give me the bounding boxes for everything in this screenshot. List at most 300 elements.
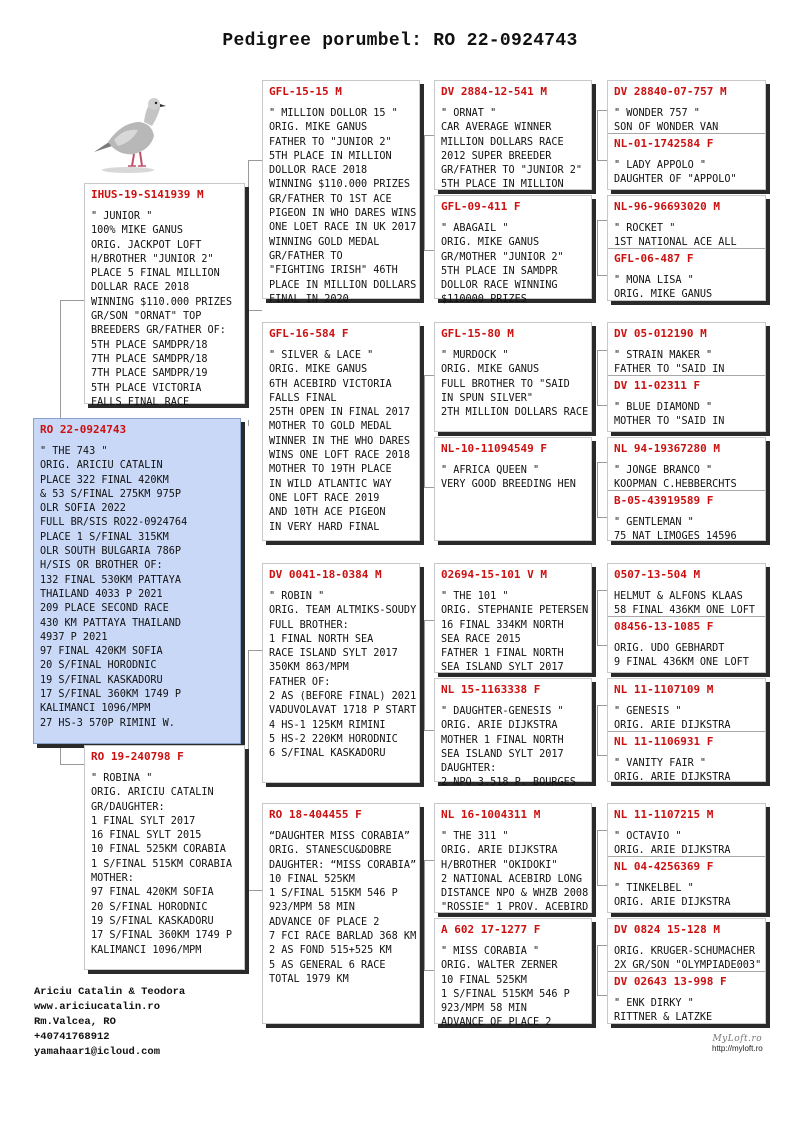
pedigree-card-sd: [262, 322, 420, 541]
note-line: " BLUE DIAMOND ": [614, 402, 713, 413]
note-line: GR/FATHER TO 1ST ACE: [269, 193, 392, 205]
note-line: 1ST NATIONAL ACE ALL: [614, 237, 737, 249]
note-line: DOLLOR RACE 2018: [269, 165, 368, 177]
note-line: 100% MIKE GANUS: [91, 225, 184, 237]
ring-number: DV 0824 15-128 M: [614, 923, 720, 936]
note-line: 97 FINAL 420KM SOFIA: [40, 646, 163, 658]
breeder-website[interactable]: www.ariciucatalin.ro: [34, 1001, 161, 1013]
note-line: 1 FINAL NORTH SEA: [269, 633, 374, 645]
pedigree-card-g9: [614, 568, 761, 619]
pigeon-notes: [269, 590, 417, 762]
note-line: " JONGE BRANCO ": [614, 465, 713, 476]
note-line: KOOPMAN C.HEBBERCHTS: [614, 479, 737, 491]
note-line: WINNING GOLD MEDAL: [269, 236, 380, 248]
note-line: 1 S/FINAL 515KM CORABIA: [91, 858, 233, 870]
ring-number: 08456-13-1085 F: [614, 620, 714, 633]
note-line: 2 NPO 3.518 P. BOURGES: [441, 777, 576, 789]
note-line: IN VERY HARD FINAL: [269, 521, 380, 533]
main-pigeon-card: [33, 418, 241, 744]
note-line: 132 FINAL 530KM PATTAYA: [40, 574, 182, 586]
note-line: 16 FINAL SYLT 2015: [91, 830, 202, 842]
note-line: 4 HS-1 125KM RIMINI: [269, 719, 386, 731]
pedigree-card-dds: [434, 803, 592, 913]
tree-connector: [597, 705, 607, 706]
card-divider: [608, 971, 765, 972]
note-line: RACE ISLAND SYLT 2017: [269, 648, 398, 660]
note-line: " MONA LISA ": [614, 275, 694, 286]
tree-connector: [248, 160, 249, 310]
note-line: " GENTLEMAN ": [614, 517, 694, 528]
pigeon-notes: [614, 997, 761, 1026]
note-line: 25TH OPEN IN FINAL 2017: [269, 407, 411, 419]
note-line: HELMUT & ALFONS KLAAS: [614, 591, 743, 602]
note-line: " ENK DIRKY ": [614, 998, 694, 1009]
note-line: 58 FINAL 436KM ONE LOFT: [614, 605, 756, 617]
pedigree-card-pair: [607, 563, 766, 673]
pedigree-card-g5: [614, 327, 761, 378]
note-line: "ROSSIE" 1 PROV. ACEBIRD: [441, 902, 589, 914]
pigeon-notes: [614, 222, 761, 251]
ring-number: NL 04-4256369 F: [614, 860, 714, 873]
note-line: ORIG. ARIE DIJKSTRA: [614, 897, 731, 909]
note-line: OLR SOUTH BULGARIA 786P: [40, 546, 182, 558]
note-line: PLACE 5 FINAL MILLION: [91, 268, 220, 280]
ring-number: GFL-06-487 F: [614, 252, 694, 265]
note-line: TOTAL 1979 KM: [269, 973, 349, 985]
ring-number: GFL-15-80 M: [441, 327, 514, 340]
note-line: FULL BROTHER TO "SAID: [441, 378, 570, 390]
tree-connector: [424, 250, 434, 251]
note-line: DOLLAR RACE 2018: [91, 282, 190, 294]
pigeon-notes: [269, 107, 417, 307]
ring-number: NL 94-19367280 M: [614, 442, 720, 455]
note-line: 10 FINAL 525KM: [269, 873, 355, 885]
card-divider: [608, 248, 765, 249]
note-line: 5TH PLACE IN MILLION: [441, 179, 564, 191]
note-line: GR/DAUGHTER:: [91, 801, 165, 813]
pedigree-card-g4: [614, 252, 761, 303]
note-line: 2TH MILLION DOLLARS RACE: [441, 407, 589, 419]
pedigree-card-g6: [614, 379, 761, 430]
pedigree-card-pair: [607, 322, 766, 432]
note-line: CAR AVERAGE WINNER: [441, 122, 552, 134]
note-line: 19 S/FINAL KASKADORU: [40, 674, 163, 686]
note-line: ORIG. ARIE DIJKSTRA: [441, 720, 558, 732]
tree-connector: [424, 375, 434, 376]
tree-connector: [597, 405, 607, 406]
note-line: FATHER TO "JUNIOR 2": [269, 136, 392, 148]
note-line: " ABAGAIL ": [441, 223, 509, 234]
tree-connector: [597, 462, 598, 517]
ring-number: NL-10-11094549 F: [441, 442, 547, 455]
pigeon-notes: [441, 107, 585, 193]
tree-connector: [597, 830, 607, 831]
note-line: KALIMANCI 1096/MPM: [40, 703, 151, 715]
note-line: 4937 P 2021: [40, 631, 108, 643]
pedigree-card-ssd: [434, 195, 592, 306]
note-line: DAUGHTER:: [441, 763, 497, 775]
tree-connector: [248, 650, 249, 890]
note-line: " WONDER 757 ": [614, 108, 700, 119]
note-line: ORIG. STEPHANIE PETERSEN: [441, 605, 589, 617]
tree-connector: [424, 135, 425, 250]
tree-connector: [597, 705, 598, 755]
note-line: ORIG. JACKPOT LOFT: [91, 239, 202, 251]
note-line: $110000 PRIZES: [441, 294, 527, 306]
pedigree-card-sds: [434, 322, 592, 432]
note-line: 1 S/FINAL 515KM 546 P: [269, 888, 398, 900]
tree-connector: [597, 995, 607, 996]
note-line: MOTHER TO GOLD MEDAL: [269, 421, 392, 433]
breeder-name: Ariciu Catalin & Teodora: [34, 986, 186, 998]
pedigree-card-sire: [84, 183, 245, 408]
ring-number: DV 02643 13-998 F: [614, 975, 727, 988]
note-line: GR/SON "ORNAT" TOP: [91, 311, 202, 323]
note-line: SEA ISLAND SYLT 2017: [441, 662, 564, 674]
note-line: RITTNER & LATZKE: [614, 1012, 713, 1024]
pigeon-notes: [441, 349, 589, 420]
pedigree-card-g8: [614, 494, 761, 545]
pigeon-notes: [614, 464, 761, 493]
pigeon-notes: [614, 642, 761, 671]
note-line: H/BROTHER "JUNIOR 2": [91, 253, 214, 265]
tree-connector: [60, 744, 61, 764]
pigeon-notes: [441, 464, 585, 493]
tree-connector: [597, 590, 598, 645]
ring-number: NL 11-1106931 F: [614, 735, 714, 748]
note-line: " MISS CORABIA ": [441, 946, 540, 957]
ring-number: RO 22-0924743: [40, 423, 127, 436]
note-line: 9 FINAL 436KM ONE LOFT: [614, 657, 749, 669]
note-line: 209 PLACE SECOND RACE: [40, 603, 169, 615]
tree-connector: [597, 110, 607, 111]
ring-number: RO 18-404455 F: [269, 808, 362, 821]
note-line: FINAL IN 2020: [269, 293, 349, 305]
note-line: KALIMANCI 1096/MPM: [91, 944, 202, 956]
note-line: DAUGHTER: “MISS CORABIA”: [269, 859, 417, 871]
note-line: FULL BR/SIS RO22-0924764: [40, 517, 188, 529]
pedigree-card-g2: [614, 137, 761, 188]
note-line: "FIGHTING IRISH" 46TH: [269, 265, 398, 277]
tree-connector: [597, 220, 598, 275]
ring-number: 0507-13-504 M: [614, 568, 701, 581]
ring-number: DV 11-02311 F: [614, 379, 701, 392]
pedigree-card-pair: [607, 437, 766, 541]
pigeon-notes: [614, 274, 761, 303]
pigeon-notes: [441, 945, 585, 1031]
note-line: 350KM 863/MPM: [269, 662, 349, 674]
note-line: ORIG. ARIE DIJKSTRA: [614, 845, 731, 857]
tree-connector: [597, 590, 607, 591]
tree-connector: [248, 890, 262, 891]
pigeon-notes: [441, 705, 585, 791]
note-line: ONE LOFT RACE 2019: [269, 492, 380, 504]
note-line: PLACE 322 FINAL 420KM: [40, 474, 169, 486]
ring-number: NL 11-1107215 M: [614, 808, 714, 821]
note-line: GR/FATHER TO "JUNIOR 2": [441, 165, 583, 177]
tree-connector: [424, 375, 425, 487]
note-line: " AFRICA QUEEN ": [441, 465, 540, 476]
pedigree-card-pair: [607, 678, 766, 782]
note-line: 20 S/FINAL HORODNIC: [91, 901, 208, 913]
note-line: " TINKELBEL ": [614, 883, 694, 894]
tree-connector: [60, 300, 61, 418]
card-divider: [608, 731, 765, 732]
ring-number: 02694-15-101 V M: [441, 568, 547, 581]
note-line: FATHER 1 FINAL NORTH: [441, 648, 564, 660]
note-line: FATHER OF:: [269, 676, 331, 688]
pedigree-card-dss: [434, 563, 592, 673]
note-line: " DAUGHTER-GENESIS ": [441, 706, 564, 717]
note-line: 2 AS (BEFORE FINAL) 2021: [269, 691, 417, 703]
note-line: THAILAND 4033 P 2021: [40, 588, 163, 600]
pigeon-notes: [91, 772, 238, 958]
note-line: 7TH PLACE SAMDPR/18: [91, 353, 208, 365]
pigeon-notes: [441, 830, 589, 916]
note-line: MOTHER TO 19TH PLACE: [269, 464, 392, 476]
tree-connector: [248, 650, 262, 651]
pigeon-notes: [614, 705, 761, 734]
note-line: 2X GR/SON "OLYMPIADE003": [614, 960, 762, 972]
tree-connector: [597, 462, 607, 463]
pigeon-notes: [614, 107, 761, 136]
note-line: 5TH PLACE IN MILLION: [269, 150, 392, 162]
pigeon-notes: [614, 945, 761, 974]
pedigree-card-g14: [614, 860, 761, 911]
watermark-signature: MyLoft.ro: [712, 1034, 763, 1044]
pedigree-card-pair: [607, 195, 766, 301]
note-line: ORIG. MIKE GANUS: [269, 364, 368, 376]
note-line: MOTHER:: [91, 873, 134, 885]
pigeon-notes: [269, 830, 417, 987]
note-line: GR/FATHER TO: [269, 250, 343, 262]
pedigree-card-ds: [262, 563, 420, 783]
pedigree-card-g11: [614, 683, 761, 734]
note-line: ORIG. ARIE DIJKSTRA: [614, 772, 731, 784]
tree-connector: [248, 160, 262, 161]
note-line: SON OF WONDER VAN: [614, 122, 719, 134]
note-line: 1 FINAL SYLT 2017: [91, 815, 196, 827]
note-line: ADVANCE OF PLACE 2: [269, 916, 380, 928]
card-divider: [608, 133, 765, 134]
tree-connector: [248, 310, 262, 311]
ring-number: IHUS-19-S141939 M: [91, 188, 204, 201]
pedigree-card-g3: [614, 200, 761, 251]
tree-connector: [424, 487, 434, 488]
pigeon-notes: [441, 590, 589, 676]
pigeon-notes: [91, 210, 238, 410]
tree-connector: [597, 945, 598, 995]
note-line: 5TH PLACE IN SAMDPR: [441, 265, 558, 277]
note-line: " MILLION DOLLOR 15 ": [269, 108, 398, 119]
note-line: " SILVER & LACE ": [269, 350, 374, 361]
note-line: " ROBINA ": [91, 773, 153, 784]
note-line: FALLS FINAL RACE: [91, 396, 190, 408]
note-line: 20 S/FINAL HORODNIC: [40, 660, 157, 672]
note-line: 75 NAT LIMOGES 14596: [614, 531, 737, 543]
pigeon-notes: [614, 401, 761, 430]
tree-connector: [60, 764, 84, 765]
pigeon-notes: [614, 516, 761, 545]
tree-connector: [424, 620, 425, 730]
note-line: & 53 S/FINAL 275KM 975P: [40, 488, 182, 500]
card-divider: [608, 490, 765, 491]
note-line: MILLION DOLLARS RACE: [441, 136, 564, 148]
note-line: AND 10TH ACE PIGEON: [269, 507, 386, 519]
ring-number: B-05-43919589 F: [614, 494, 714, 507]
pedigree-card-pair: [607, 918, 766, 1024]
note-line: H/BROTHER "OKIDOKI": [441, 859, 558, 871]
note-line: IN SPUN SILVER": [441, 392, 534, 404]
note-line: 923/MPM 58 MIN: [269, 902, 355, 914]
pedigree-card-g7: [614, 442, 761, 493]
note-line: 6 S/FINAL KASKADORU: [269, 748, 386, 760]
page-title: Pedigree porumbel: RO 22-0924743: [222, 31, 578, 51]
note-line: ORIG. TEAM ALTMIKS-SOUDY: [269, 605, 417, 617]
ring-number: GFL-16-584 F: [269, 327, 349, 340]
note-line: 2 AS FOND 515+525 KM: [269, 945, 392, 957]
note-line: ORIG. ARIE DIJKSTRA: [614, 720, 731, 732]
card-divider: [608, 616, 765, 617]
note-line: " ROCKET ": [614, 223, 676, 234]
note-line: WINNING $110.000 PRIZES: [269, 179, 411, 191]
note-line: 16 FINAL 334KM NORTH: [441, 619, 564, 631]
note-line: MOTHER TO "SAID IN: [614, 416, 725, 428]
pigeon-notes: [614, 882, 761, 911]
note-line: ORIG. ARICIU CATALIN: [91, 787, 214, 799]
pedigree-card-ddd: [434, 918, 592, 1029]
note-line: 7 FCI RACE BARLAD 368 KM: [269, 931, 417, 943]
pigeon-notes: [269, 349, 413, 535]
watermark-url[interactable]: http://myloft.ro: [712, 1044, 763, 1053]
note-line: " THE 311 ": [441, 831, 509, 842]
note-line: GR/MOTHER "JUNIOR 2": [441, 251, 564, 263]
ring-number: NL 15-1163338 F: [441, 683, 541, 696]
note-line: ORIG. KRUGER-SCHUMACHER: [614, 946, 756, 957]
pedigree-card-g16: [614, 975, 761, 1026]
ring-number: RO 19-240798 F: [91, 750, 184, 763]
ring-number: GFL-15-15 M: [269, 85, 342, 98]
breeder-email[interactable]: yamahaar1@icloud.com: [34, 1046, 161, 1058]
note-line: SEA ISLAND SYLT 2017: [441, 748, 564, 760]
pedigree-card-sdd: [434, 437, 592, 541]
tree-connector: [597, 945, 607, 946]
breeder-location: Rm.Valcea, RO: [34, 1016, 116, 1028]
note-line: PIGEON IN WHO DARES WINS: [269, 208, 417, 220]
note-line: 10 FINAL 525KM: [441, 974, 527, 986]
note-line: ORIG. MIKE GANUS: [269, 122, 368, 134]
pigeon-notes: [614, 590, 761, 619]
note-line: " THE 101 ": [441, 591, 509, 602]
pigeon-notes: [614, 757, 761, 786]
note-line: " LADY APPOLO ": [614, 160, 707, 171]
tree-connector: [424, 860, 434, 861]
note-line: " ROBIN ": [269, 591, 325, 602]
ring-number: NL-96-96693020 M: [614, 200, 720, 213]
note-line: ORIG. MIKE GANUS: [441, 364, 540, 376]
note-line: 2 NATIONAL ACEBIRD LONG: [441, 873, 583, 885]
note-line: " STRAIN MAKER ": [614, 350, 713, 361]
note-line: BREEDERS GR/FATHER OF:: [91, 325, 226, 337]
tree-connector: [60, 300, 84, 301]
ring-number: DV 05-012190 M: [614, 327, 707, 340]
pedigree-card-dam: [84, 745, 245, 970]
note-line: FULL BROTHER:: [269, 619, 349, 631]
tree-connector: [424, 620, 434, 621]
tree-connector: [424, 730, 434, 731]
pedigree-card-sss: [434, 80, 592, 190]
note-line: " GENESIS ": [614, 706, 682, 717]
note-line: FALLS FINAL: [269, 392, 337, 404]
note-line: " ORNAT ": [441, 108, 497, 119]
note-line: ORIG. WALTER ZERNER: [441, 960, 558, 972]
ring-number: DV 28840-07-757 M: [614, 85, 727, 98]
note-line: 17 S/FINAL 360KM 1749 P: [40, 689, 182, 701]
pigeon-notes: [40, 445, 234, 731]
myloft-watermark: [712, 1034, 763, 1053]
note-line: " MURDOCK ": [441, 350, 509, 361]
note-line: " JUNIOR ": [91, 211, 153, 222]
note-line: PLACE 1 S/FINAL 315KM: [40, 531, 169, 543]
tree-connector: [597, 755, 607, 756]
note-line: ORIG. STANESCU&DOBRE: [269, 845, 392, 857]
note-line: OLR SOFIA 2022: [40, 503, 126, 515]
note-line: DAUGHTER OF "APPOLO": [614, 174, 737, 186]
card-divider: [608, 375, 765, 376]
note-line: SEA RACE 2015: [441, 633, 521, 645]
card-divider: [608, 856, 765, 857]
note-line: 97 FINAL 420KM SOFIA: [91, 887, 214, 899]
ring-number: DV 0041-18-0384 M: [269, 568, 382, 581]
pedigree-card-ss: [262, 80, 420, 305]
tree-connector: [248, 420, 249, 426]
ring-number: A 602 17-1277 F: [441, 923, 541, 936]
note-line: 923/MPM 58 MIN: [441, 1003, 527, 1015]
tree-connector: [597, 885, 607, 886]
ring-number: NL 16-1004311 M: [441, 808, 541, 821]
ring-number: NL-01-1742584 F: [614, 137, 714, 150]
note-line: 10 FINAL 525KM CORABIA: [91, 844, 226, 856]
pigeon-notes: [614, 159, 761, 188]
tree-connector: [597, 645, 607, 646]
note-line: IN WILD ATLANTIC WAY: [269, 478, 392, 490]
note-line: 19 S/FINAL KASKADORU: [91, 915, 214, 927]
tree-connector: [597, 110, 598, 160]
note-line: 5TH PLACE VICTORIA: [91, 382, 202, 394]
ring-number: DV 2884-12-541 M: [441, 85, 547, 98]
note-line: DISTANCE NPO & WHZB 2008: [441, 888, 589, 900]
pigeon-notes: [614, 830, 761, 859]
note-line: 27 HS-3 570P RIMINI W.: [40, 717, 175, 729]
note-line: “DAUGHTER MISS CORABIA”: [269, 831, 411, 842]
tree-connector: [597, 350, 598, 405]
pedigree-card-g12: [614, 735, 761, 786]
note-line: WINS ONE LOFT RACE 2018: [269, 450, 411, 462]
tree-connector: [597, 160, 607, 161]
note-line: 7TH PLACE SAMDPR/19: [91, 368, 208, 380]
note-line: " THE 743 ": [40, 446, 108, 457]
tree-connector: [597, 830, 598, 885]
tree-connector: [424, 135, 434, 136]
tree-connector: [597, 517, 607, 518]
ring-number: GFL-09-411 F: [441, 200, 521, 213]
pigeon-notes: [441, 222, 585, 308]
note-line: " VANITY FAIR ": [614, 758, 707, 769]
note-line: MOTHER 1 FINAL NORTH: [441, 734, 564, 746]
pedigree-card-dd: [262, 803, 420, 1024]
tree-connector: [424, 860, 425, 970]
note-line: WINNER IN THE WHO DARES: [269, 435, 411, 447]
